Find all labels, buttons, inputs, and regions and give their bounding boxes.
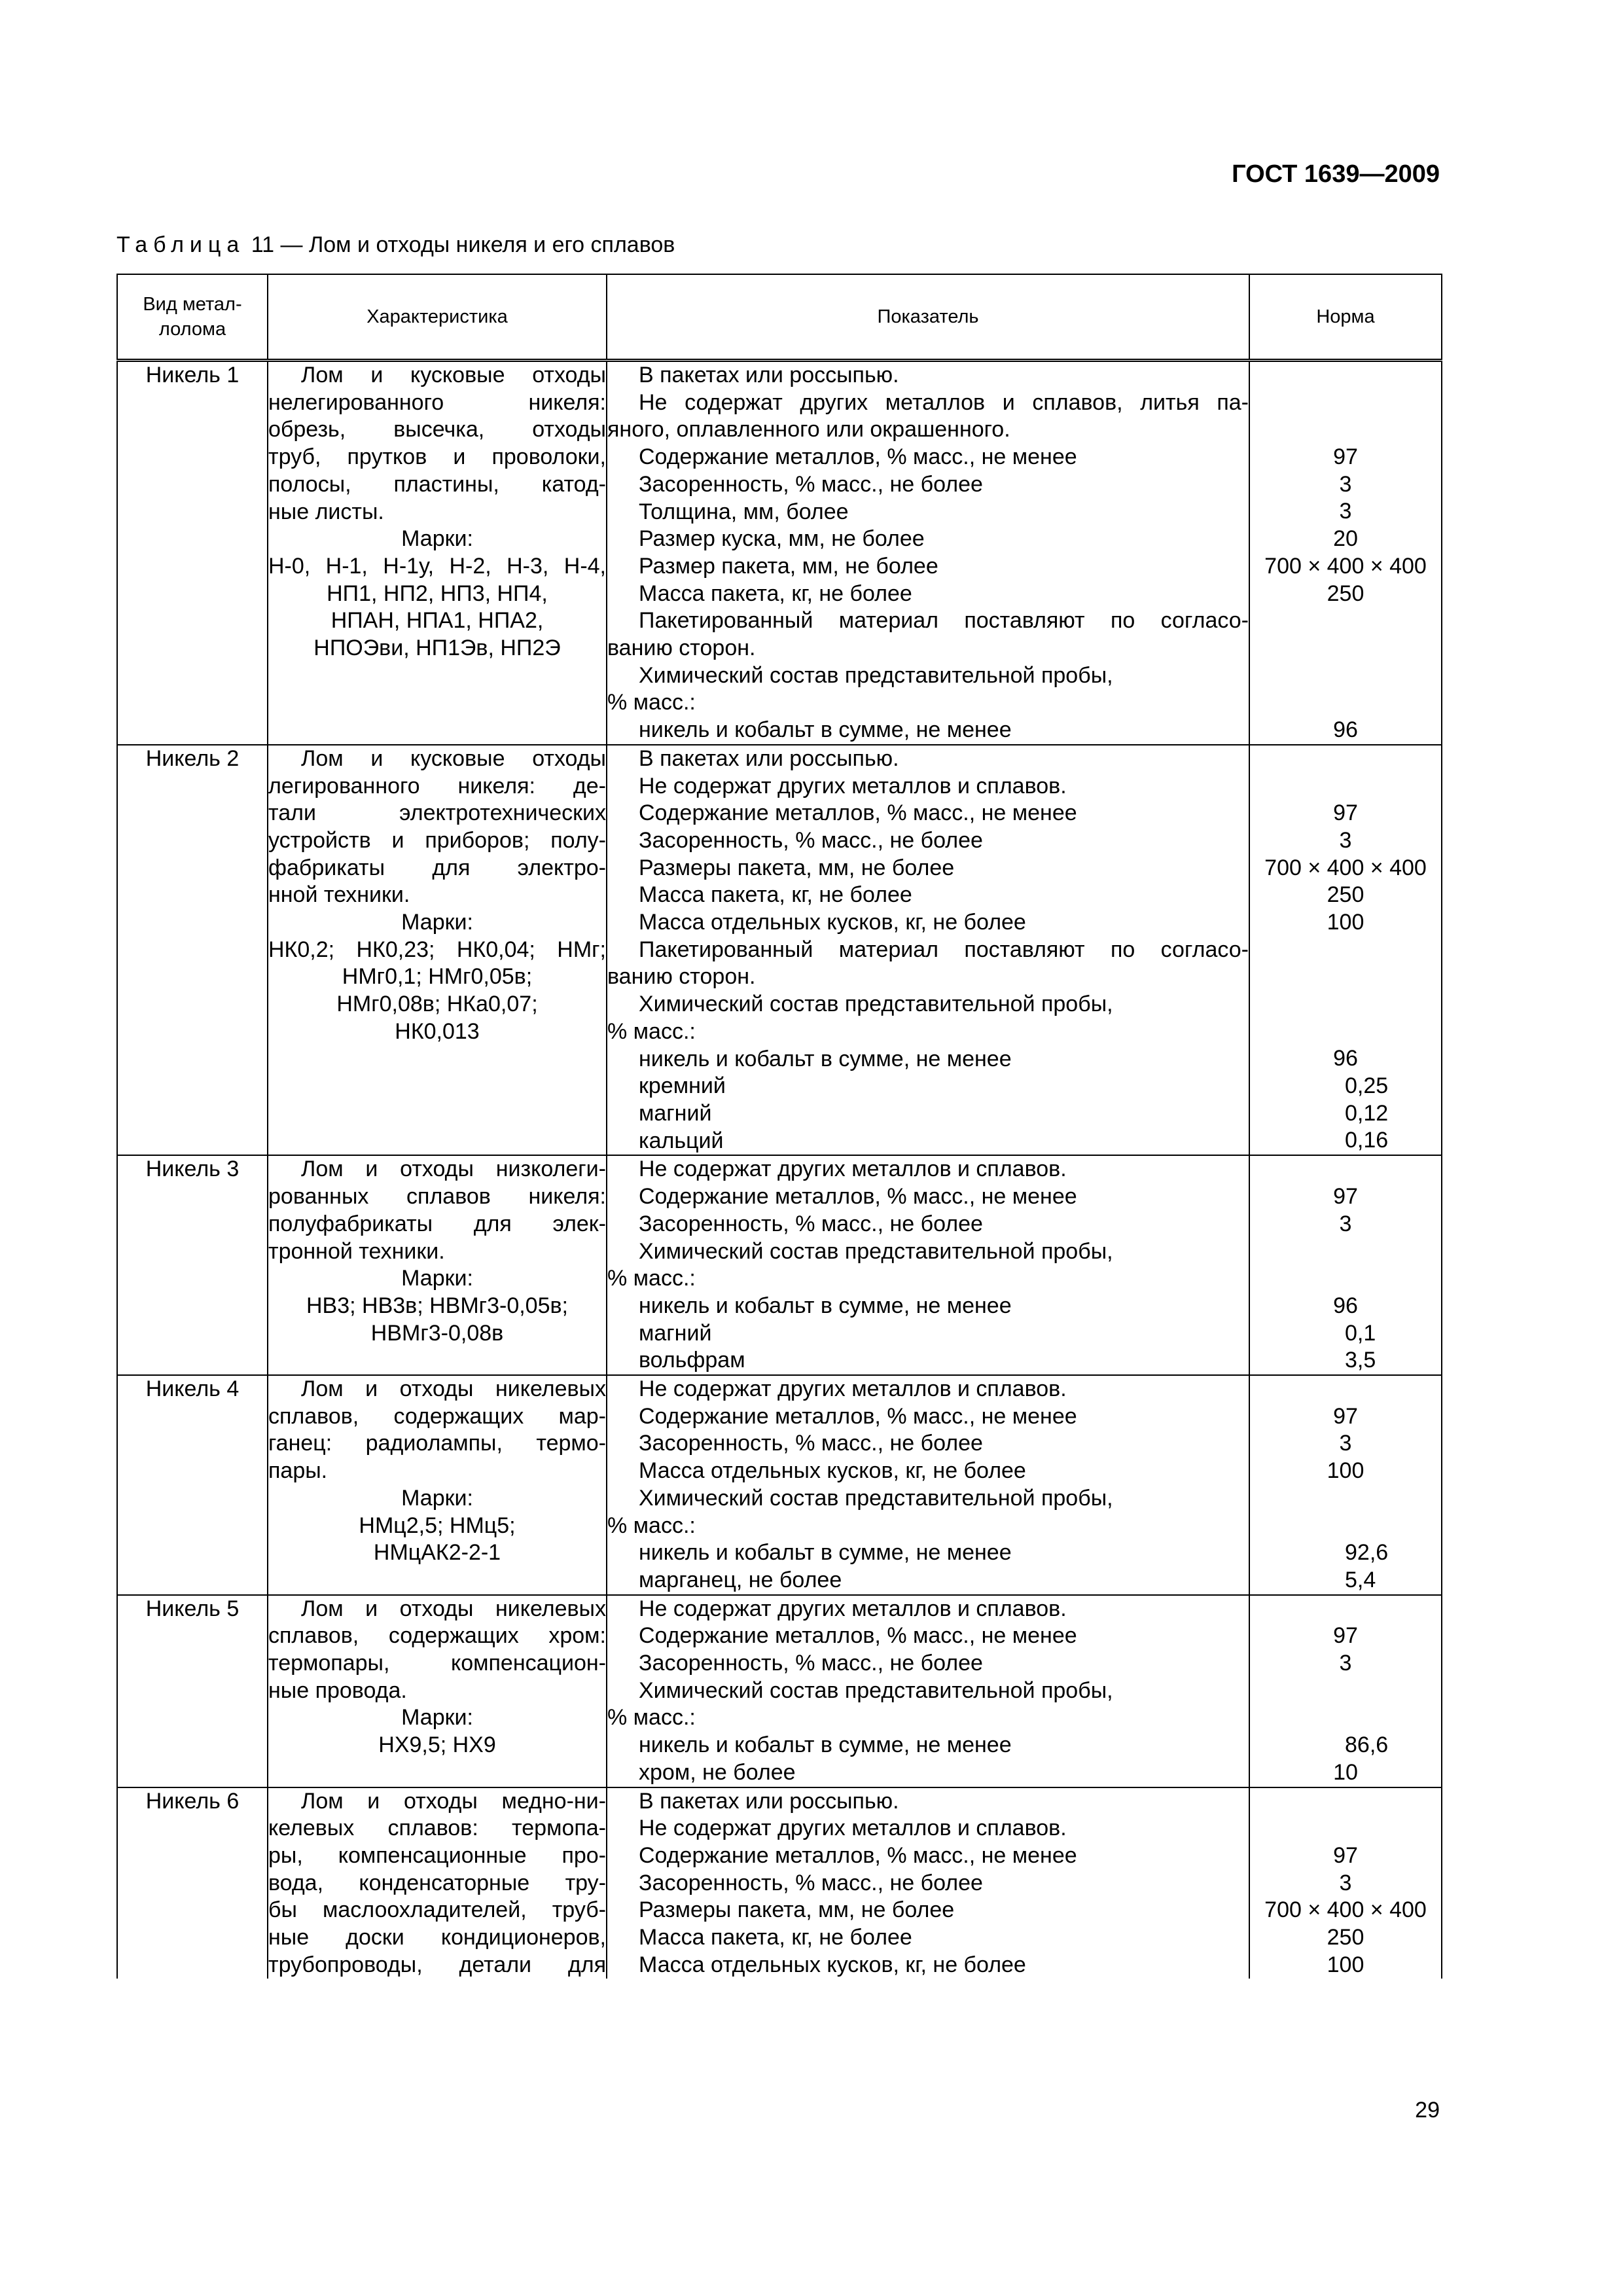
cell-indicator <box>607 745 1249 1156</box>
norm-value: 97 <box>1333 1403 1358 1429</box>
norm-value: 700 × 400 × 400 <box>1264 553 1427 579</box>
cell-type: Никель 1 <box>117 361 268 745</box>
characteristic-line: полосы, пластины, катод- <box>268 471 606 497</box>
header-indicator: Показатель <box>607 274 1249 361</box>
indicator-line: Засоренность, % масс., не более <box>639 1211 983 1236</box>
indicator-line: Масса пакета, кг, не более <box>639 882 912 908</box>
characteristic-line: легированного никеля: де- <box>268 773 606 798</box>
table-header-row <box>117 274 1442 361</box>
norm-value <box>1250 1704 1441 1732</box>
indicator-line: Химический состав представительной пробы, <box>639 662 1113 688</box>
characteristic-line: НМг0,1; НМг0,05в; <box>342 964 533 990</box>
indicator-line: Масса отдельных кусков, кг, не более <box>639 1458 1026 1484</box>
norm-value <box>1250 1376 1441 1403</box>
norm-value <box>1250 689 1441 717</box>
cell-characteristic <box>268 1375 607 1595</box>
cell-characteristic <box>268 361 607 745</box>
norm-value <box>1250 362 1441 389</box>
indicator-line: ванию сторон. <box>607 636 756 661</box>
norm-value: 0,16 <box>1345 1128 1389 1153</box>
norm-value: 700 × 400 × 400 <box>1264 855 1427 880</box>
norm-value <box>1250 1596 1441 1623</box>
norm-value: 96 <box>1333 1046 1358 1071</box>
norm-value: 3 <box>1339 471 1352 497</box>
characteristic-line: Лом и отходы низколеги- <box>301 1157 606 1182</box>
characteristic-line: НП1, НП2, НП3, НП4, <box>327 581 548 606</box>
indicator-line: Пакетированный материал поставляют по согласо- <box>639 937 1249 962</box>
norm-value: 3 <box>1339 1431 1352 1456</box>
characteristic-line: Марки: <box>401 910 473 935</box>
caption-title: — Лом и отходы никеля и его сплавов <box>280 232 675 257</box>
norm-value: 0,1 <box>1345 1320 1376 1346</box>
norm-value: 100 <box>1327 1458 1364 1484</box>
indicator-line: марганец, не более <box>639 1567 842 1592</box>
indicator-line: % масс.: <box>607 1266 696 1291</box>
characteristic-line: НК0,013 <box>395 1018 480 1044</box>
norm-value: 96 <box>1333 1293 1358 1318</box>
characteristic-line: тали электротехнических <box>268 800 606 826</box>
header-type-line2: лолома <box>158 319 226 340</box>
cell-norm <box>1249 1155 1442 1375</box>
norm-value: 700 × 400 × 400 <box>1264 1897 1427 1923</box>
norm-value: 100 <box>1327 1952 1364 1977</box>
norm-value: 96 <box>1333 717 1358 742</box>
indicator-line: вольфрам <box>639 1348 745 1373</box>
indicator-line: % масс.: <box>607 690 696 715</box>
cell-type: Никель 2 <box>117 745 268 1156</box>
indicator-line: В пакетах или россыпью. <box>639 1788 899 1814</box>
indicator-line: Химический состав представительной пробы, <box>639 1238 1113 1264</box>
norm-value: 0,12 <box>1345 1100 1389 1126</box>
norm-value <box>1250 1018 1441 1046</box>
indicator-line: Засоренность, % масс., не более <box>639 1870 983 1895</box>
indicator-line: яного, оплавленного или окрашенного. <box>607 417 1010 442</box>
characteristic-line: Марки: <box>401 1705 473 1731</box>
norm-value: 250 <box>1327 581 1364 606</box>
characteristic-line: Марки: <box>401 1266 473 1291</box>
characteristic-line: Лом и отходы никелевых <box>301 1596 606 1621</box>
characteristic-line: ные провода. <box>268 1677 407 1703</box>
characteristic-line: обрезь, высечка, отходы <box>268 417 606 442</box>
indicator-line: % масс.: <box>607 1513 696 1538</box>
characteristic-line: ганец: радиолампы, термо- <box>268 1431 606 1456</box>
cell-type: Никель 3 <box>117 1155 268 1375</box>
table-row <box>117 361 1442 745</box>
norm-value <box>1250 1485 1441 1513</box>
caption-number: 11 <box>251 232 275 257</box>
indicator-line: Засоренность, % масс., не более <box>639 1651 983 1676</box>
indicator-line: Не содержат других металлов и сплавов, литья па- <box>639 389 1249 415</box>
cell-indicator <box>607 1787 1249 1979</box>
characteristic-line: бы маслоохладителей, труб- <box>268 1897 606 1923</box>
indicator-line: Масса пакета, кг, не более <box>639 581 912 606</box>
cell-norm <box>1249 745 1442 1156</box>
norm-value <box>1250 389 1441 417</box>
characteristic-line: Лом и отходы медно-ни- <box>301 1788 606 1814</box>
norm-value <box>1250 937 1441 964</box>
norm-value <box>1250 773 1441 800</box>
norm-value: 250 <box>1327 1925 1364 1950</box>
table-row <box>117 745 1442 1156</box>
indicator-line: Засоренность, % масс., не более <box>639 471 983 497</box>
indicator-line: Не содержат других металлов и сплавов. <box>639 773 1067 798</box>
indicator-line: никель и кобальт в сумме, не менее <box>639 717 1012 743</box>
characteristic-line: ные листы. <box>268 499 384 524</box>
indicator-line: ванию сторон. <box>607 964 756 990</box>
indicator-line: Размеры пакета, мм, не более <box>639 1897 955 1923</box>
document-code: ГОСТ 1639—2009 <box>1232 160 1440 188</box>
cell-indicator <box>607 1375 1249 1595</box>
indicator-line: Масса отдельных кусков, кг, не более <box>639 910 1026 935</box>
cell-indicator <box>607 361 1249 745</box>
header-characteristic: Характеристика <box>268 274 607 361</box>
norm-value <box>1250 1156 1441 1183</box>
characteristic-line: Лом и кусковые отходы <box>301 745 606 771</box>
characteristic-line: НК0,2; НК0,23; НК0,04; НМг; <box>268 937 606 962</box>
indicator-line: Содержание металлов, % масс., не менее <box>639 1623 1077 1649</box>
indicator-line: Не содержат других металлов и сплавов. <box>639 1816 1067 1841</box>
norm-value: 3 <box>1339 827 1352 853</box>
indicator-line: Пакетированный материал поставляют по согласо- <box>639 608 1249 634</box>
header-type-line1: Вид метал- <box>143 294 242 315</box>
indicator-line: % масс.: <box>607 1705 696 1731</box>
characteristic-line: Н-0, Н-1, Н-1у, Н-2, Н-3, Н-4, <box>268 553 606 579</box>
indicator-line: Химический состав представительной пробы, <box>639 992 1113 1017</box>
cell-indicator <box>607 1595 1249 1787</box>
indicator-line: Размер куска, мм, не более <box>639 526 925 552</box>
indicator-line: Не содержат других металлов и сплавов. <box>639 1157 1067 1182</box>
characteristic-line: тронной техники. <box>268 1238 445 1264</box>
characteristic-line: НМг0,08в; НКа0,07; <box>336 992 538 1017</box>
table-row <box>117 1595 1442 1787</box>
norm-value <box>1250 745 1441 773</box>
characteristic-line: ры, компенсационные про- <box>268 1842 606 1868</box>
characteristic-line: Марки: <box>401 526 473 552</box>
table-row <box>117 1155 1442 1375</box>
characteristic-line: полуфабрикаты для элек- <box>268 1211 606 1236</box>
indicator-line: хром, не более <box>639 1759 796 1785</box>
norm-value: 0,25 <box>1345 1073 1389 1099</box>
indicator-line: Размеры пакета, мм, не более <box>639 855 955 880</box>
indicator-line: Засоренность, % масс., не более <box>639 1431 983 1456</box>
indicator-line: никель и кобальт в сумме, не менее <box>639 1732 1012 1758</box>
characteristic-line: нелегированного никеля: <box>268 389 606 415</box>
norm-value: 3,5 <box>1345 1348 1376 1373</box>
norm-value: 97 <box>1333 1623 1358 1649</box>
characteristic-line: Лом и кусковые отходы <box>301 363 606 387</box>
cell-norm <box>1249 1787 1442 1979</box>
indicator-line: Размер пакета, мм, не более <box>639 553 938 579</box>
norm-value: 97 <box>1333 800 1358 826</box>
indicator-line: кальций <box>639 1128 724 1153</box>
characteristic-line: устройств и приборов; полу- <box>268 827 606 853</box>
cell-characteristic <box>268 1595 607 1787</box>
norm-value <box>1250 635 1441 662</box>
indicator-line: Масса отдельных кусков, кг, не более <box>639 1952 1026 1977</box>
characteristic-line: НПАН, НПА1, НПА2, <box>330 608 544 634</box>
cell-type: Никель 4 <box>117 1375 268 1595</box>
characteristic-line: НВМг3-0,08в <box>370 1320 504 1346</box>
characteristic-line: келевых сплавов: термопа- <box>268 1816 606 1841</box>
indicator-line: Засоренность, % масс., не более <box>639 827 983 853</box>
characteristic-line: НМцАК2-2-1 <box>373 1540 501 1566</box>
indicator-line: никель и кобальт в сумме, не менее <box>639 1293 1012 1318</box>
norm-value: 97 <box>1333 1184 1358 1210</box>
caption-label: Таблица <box>116 232 245 257</box>
indicator-line: Масса пакета, кг, не более <box>639 1925 912 1950</box>
characteristic-line: НВ3; НВ3в; НВМг3-0,05в; <box>306 1293 568 1318</box>
indicator-line: магний <box>639 1100 712 1126</box>
indicator-line: никель и кобальт в сумме, не менее <box>639 1540 1012 1566</box>
characteristic-line: Марки: <box>401 1485 473 1511</box>
indicator-line: Не содержат других металлов и сплавов. <box>639 1596 1067 1621</box>
norm-value <box>1250 963 1441 991</box>
norm-value: 250 <box>1327 882 1364 908</box>
table-row <box>117 1787 1442 1979</box>
norm-value <box>1250 1265 1441 1293</box>
characteristic-line: нной техники. <box>268 882 410 908</box>
characteristic-line: термопары, компенсацион- <box>268 1651 606 1676</box>
characteristic-line: НХ9,5; НХ9 <box>378 1732 496 1758</box>
indicator-line: кремний <box>639 1073 726 1099</box>
norm-value <box>1250 416 1441 444</box>
characteristic-line: вода, конденсаторные тру- <box>268 1870 606 1895</box>
norm-value <box>1250 607 1441 635</box>
norm-value <box>1250 1512 1441 1539</box>
header-norm: Норма <box>1249 274 1442 361</box>
characteristic-line: пары. <box>268 1458 328 1484</box>
indicator-line: В пакетах или россыпью. <box>639 745 899 771</box>
indicator-line: Химический состав представительной пробы, <box>639 1485 1113 1511</box>
characteristic-line: труб, прутков и проволоки, <box>268 444 606 470</box>
characteristic-line: ные доски кондиционеров, <box>268 1925 606 1950</box>
norm-value <box>1250 991 1441 1018</box>
cell-indicator <box>607 1155 1249 1375</box>
table-row <box>117 1375 1442 1595</box>
norm-value: 3 <box>1339 1651 1352 1676</box>
cell-norm <box>1249 1375 1442 1595</box>
cell-characteristic <box>268 1787 607 1979</box>
characteristic-line: фабрикаты для электро- <box>268 855 606 880</box>
norm-value: 100 <box>1327 909 1364 935</box>
norm-value <box>1250 662 1441 690</box>
header-type <box>117 274 268 361</box>
cell-type: Никель 6 <box>117 1787 268 1979</box>
characteristic-line: рованных сплавов никеля: <box>268 1184 606 1210</box>
cell-characteristic <box>268 745 607 1156</box>
norm-value: 3 <box>1339 1870 1352 1895</box>
norm-value: 3 <box>1339 499 1352 524</box>
characteristic-line: Лом и отходы никелевых <box>301 1376 606 1402</box>
indicator-line: Содержание металлов, % масс., не менее <box>639 800 1077 826</box>
characteristic-line: НПОЭви, НП1Эв, НП2Э <box>313 636 561 661</box>
characteristic-line: сплавов, содержащих мар- <box>268 1403 606 1429</box>
page-number: 29 <box>1415 2098 1440 2123</box>
norm-value: 97 <box>1333 1842 1358 1868</box>
norm-value <box>1250 1815 1441 1842</box>
cell-type: Никель 5 <box>117 1595 268 1787</box>
characteristic-line: НМц2,5; НМц5; <box>359 1513 516 1538</box>
cell-norm <box>1249 361 1442 745</box>
characteristic-line: трубопроводы, детали для <box>268 1952 606 1977</box>
norm-value: 10 <box>1333 1759 1358 1785</box>
indicator-line: Содержание металлов, % масс., не менее <box>639 1842 1077 1868</box>
cell-norm <box>1249 1595 1442 1787</box>
characteristic-line: сплавов, содержащих хром: <box>268 1623 606 1649</box>
norm-value <box>1250 1238 1441 1265</box>
indicator-line: Содержание металлов, % масс., не менее <box>639 444 1077 470</box>
scrap-table <box>116 274 1442 1979</box>
indicator-line: Не содержат других металлов и сплавов. <box>639 1376 1067 1402</box>
norm-value <box>1250 1677 1441 1705</box>
table-caption <box>116 232 675 258</box>
norm-value: 20 <box>1333 526 1358 552</box>
norm-value: 5,4 <box>1345 1567 1376 1592</box>
indicator-line: Содержание металлов, % масс., не менее <box>639 1184 1077 1210</box>
norm-value: 92,6 <box>1345 1540 1389 1566</box>
indicator-line: Содержание металлов, % масс., не менее <box>639 1403 1077 1429</box>
indicator-line: % масс.: <box>607 1018 696 1044</box>
norm-value: 97 <box>1333 444 1358 470</box>
indicator-line: магний <box>639 1320 712 1346</box>
norm-value: 86,6 <box>1345 1732 1389 1758</box>
indicator-line: Химический состав представительной пробы, <box>639 1677 1113 1703</box>
indicator-line: В пакетах или россыпью. <box>639 363 899 387</box>
table-body <box>117 361 1442 1979</box>
cell-characteristic <box>268 1155 607 1375</box>
norm-value <box>1250 1788 1441 1816</box>
indicator-line: никель и кобальт в сумме, не менее <box>639 1046 1012 1071</box>
norm-value: 3 <box>1339 1211 1352 1236</box>
indicator-line: Толщина, мм, более <box>639 499 849 524</box>
